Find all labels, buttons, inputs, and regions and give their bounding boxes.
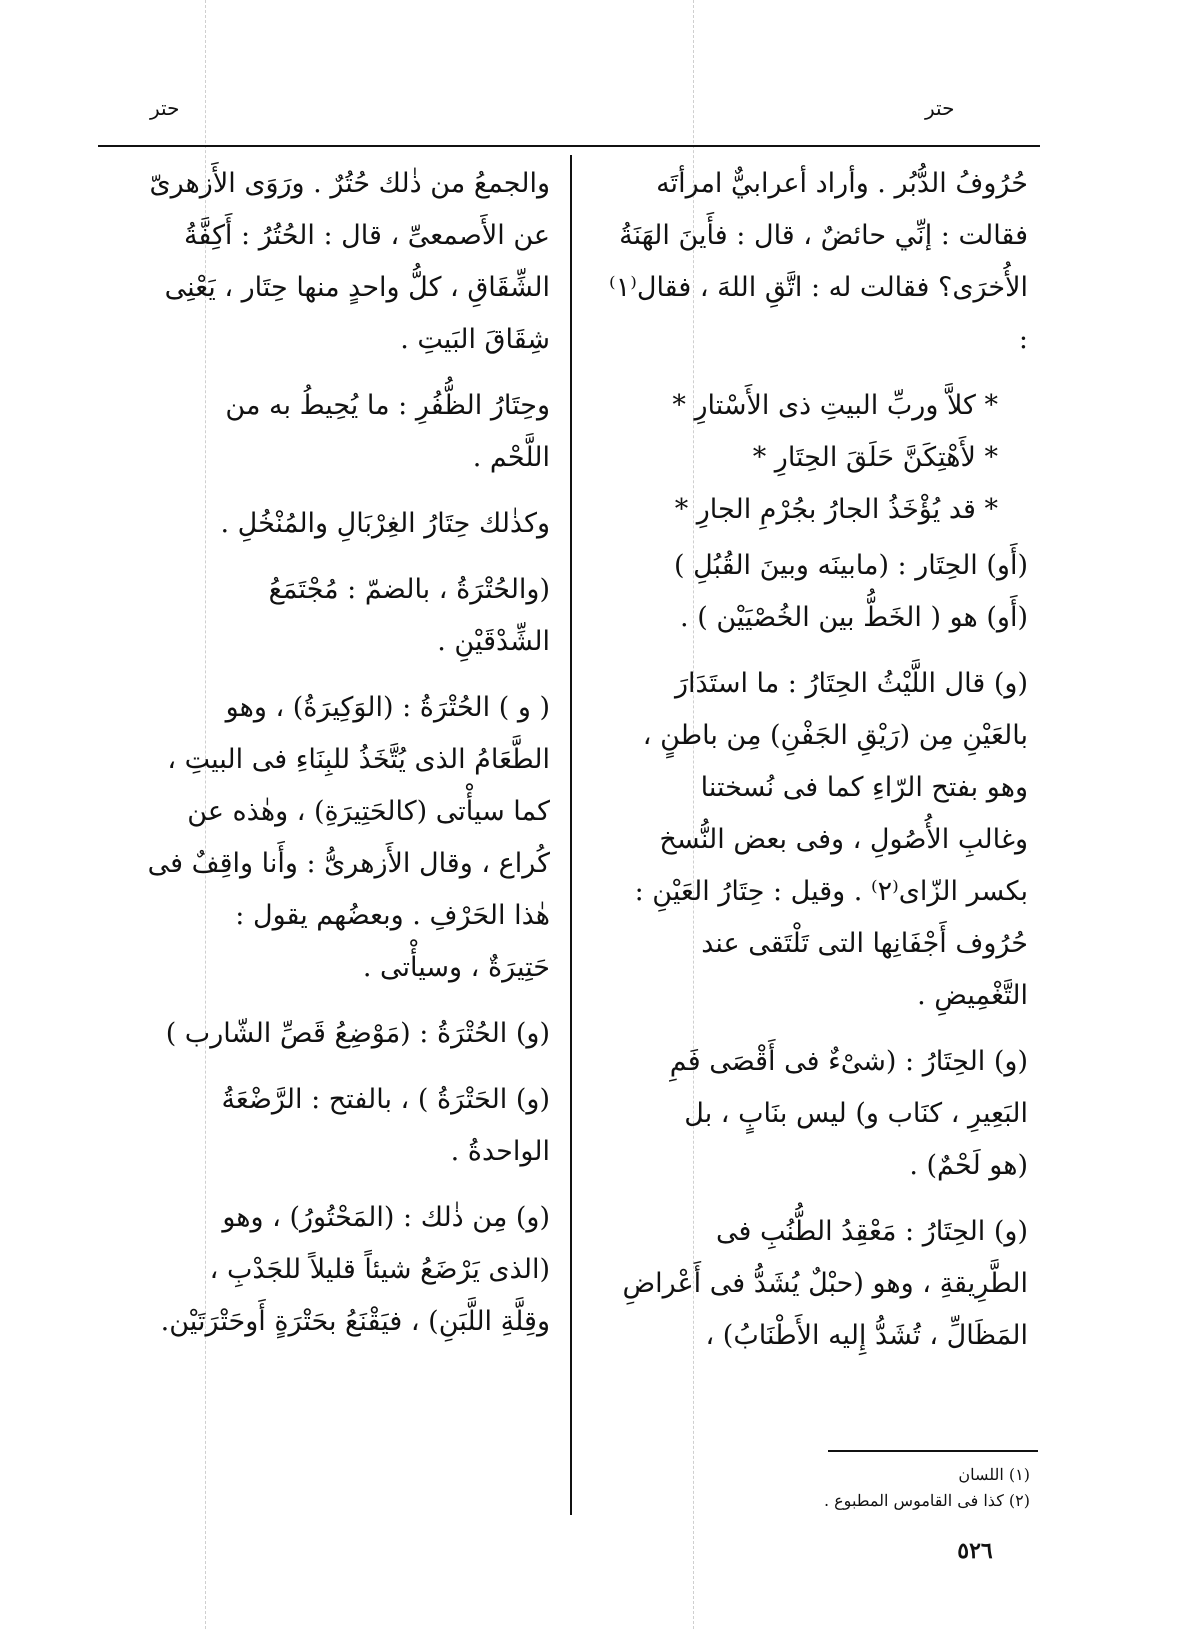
text-line: الأُخرَى؟ فقالت له : اتَّقِ اللهَ ، فقال⁽١⁾ : — [609, 272, 1028, 355]
paragraph — [598, 1206, 1028, 1362]
footnotes — [740, 1462, 1030, 1514]
text-line: (الذى يَرْضَعُ شيئاً قليلاً للجَدْبِ ، — [209, 1254, 550, 1285]
paragraph — [98, 564, 550, 668]
paragraph — [98, 1074, 550, 1178]
paragraph — [98, 1192, 550, 1348]
paragraph — [598, 1036, 1028, 1192]
right-column — [598, 158, 1028, 1376]
paragraph — [598, 658, 1028, 1022]
text-line: شِقَاقَ البَيتِ . — [400, 324, 550, 355]
text-line: المَظَالِّ ، تُشَدُّ إِليه الأَطْنَابُ) ، — [705, 1320, 1028, 1351]
left-column — [98, 158, 550, 1362]
header-word-left: حتر — [150, 96, 180, 120]
text-line: وغالبِ الأُصُولِ ، وفى بعض النُّسخ — [659, 824, 1028, 855]
text-line: بالعَيْنِ مِن (رَيْقِ الجَفْنِ) مِن باطنٍ ، — [642, 720, 1028, 751]
footnote: (١) اللسان — [958, 1465, 1030, 1484]
text-line: والجمعُ من ذٰلك حُتُرٌ . ورَوَى الأَزهرىّ — [149, 168, 550, 199]
paragraph — [98, 682, 550, 994]
text-line: الشِّقَاقِ ، كلُّ واحدٍ منها حِتَار ، يَعْنِى — [164, 272, 550, 303]
text-line: (و) مِن ذٰلك : (المَحْتُورُ) ، وهو — [222, 1202, 550, 1233]
verse-line: * كلاَّ وربِّ البيتِ ذى الأَسْتارِ * — [672, 390, 998, 421]
text-line: الشِّدْقَيْنِ . — [437, 626, 550, 657]
text-line: وحِتَارُ الظُّفُرِ : ما يُحِيطُ به من — [225, 390, 550, 421]
paragraph — [98, 380, 550, 484]
header-rule — [98, 145, 1040, 147]
text-line: كُراع ، وقال الأَزهرىُّ : وأَنا واقِفٌ فى — [147, 848, 550, 879]
paragraph — [98, 158, 550, 366]
text-line: هٰذا الحَرْفِ . وبعضُهم يقول : — [235, 900, 550, 931]
text-line: بكسر الزّاى⁽٢⁾ . وقيل : حِتَارُ العَيْنِ : — [634, 876, 1028, 907]
text-line: الطَّعَامُ الذى يُتَّخَذُ للبِنَاءِ فى البيتِ ، — [167, 744, 550, 775]
text-line: وكذٰلك حِتَارُ الغِرْبَالِ والمُنْخُلِ . — [220, 508, 550, 539]
header-word-right: حتر — [925, 96, 955, 120]
verse-line: * قد يُؤْخَذُ الجارُ بجُرْمِ الجارِ * — [674, 494, 998, 525]
paragraph — [598, 158, 1028, 366]
text-line: عن الأَصمعىِّ ، قال : الحُتُرُ : أَكِفَّةُ — [183, 220, 550, 251]
text-line: البَعِيرِ ، كنَاب و) ليس بنَابٍ ، بل — [684, 1098, 1028, 1129]
text-line: (و) الحُتْرَةُ : (مَوْضِعُ قَصِّ الشّارب ) — [165, 1018, 550, 1049]
text-line: (و) الحِتَارُ : مَعْقِدُ الطُّنُبِ فى — [716, 1216, 1028, 1247]
footnote: (٢) كذا فى القاموس المطبوع . — [823, 1491, 1030, 1510]
paragraph — [98, 498, 550, 550]
text-line: (و) الحِتَارُ : (شىْءٌ فى أَقْصَى فَمِ — [669, 1046, 1028, 1077]
paragraph — [598, 540, 1028, 644]
text-line: اللَّحْم . — [472, 442, 550, 473]
text-line: وهو بفتح الرّاءِ كما فى نُسختنا — [700, 772, 1028, 803]
verse-block — [598, 380, 1028, 536]
text-line: حَتِيرَةٌ ، وسيأْتى . — [362, 952, 550, 983]
text-line: (هو لَحْمٌ) . — [909, 1150, 1028, 1181]
paragraph — [98, 1008, 550, 1060]
text-line: (و) الحَتْرَةُ ) ، بالفتح : الرَّضْعَةُ — [221, 1084, 550, 1115]
column-divider — [570, 155, 572, 1515]
text-line: التَّغْمِيضِ . — [917, 980, 1028, 1011]
text-line: الطَّرِيقةِ ، وهو (حبْلٌ يُشَدُّ فى أَعْراضِ — [622, 1268, 1028, 1299]
text-line: كما سيأْتى (كالحَتِيرَةِ) ، وهٰذه عن — [187, 796, 550, 827]
page-number: ٥٢٦ — [957, 1538, 993, 1564]
text-line: حُرُوف أَجْفَانِها التى تَلْتَقى عند — [701, 928, 1028, 959]
text-line: (أَو) هو ( الخَطُّ بين الخُصْيَيْن ) . — [680, 602, 1028, 633]
text-line: (والحُتْرَةُ ، بالضمّ : مُجْتَمَعُ — [268, 574, 550, 605]
text-line: حُرُوفُ الدُّبُر . وأراد أعرابيٌّ امرأتَه — [656, 168, 1028, 199]
verse-line: * لأَهْتِكَنَّ حَلَقَ الحِتَارِ * — [752, 442, 998, 473]
text-line: ( و ) الحُتْرَةُ : (الوَكِيرَةُ) ، وهو — [225, 692, 550, 723]
text-line: فقالت : إنِّي حائضٌ ، قال : فأَينَ الهَنَةُ — [619, 220, 1028, 251]
text-line: الواحدةُ . — [450, 1136, 550, 1167]
footnote-rule — [828, 1450, 1038, 1452]
text-line: وقِلَّةِ اللَّبَنِ) ، فيَقْنَعُ بحَتْرَةٍ أَوحَتْرَتَيْن. — [160, 1306, 550, 1337]
text-line: (أَو) الحِتَار : (مابينَه وبينَ القُبُلِ ) — [673, 550, 1028, 581]
text-line: (و) قال اللَّيْثُ الحِتَارُ : ما استَدَارَ — [674, 668, 1028, 699]
